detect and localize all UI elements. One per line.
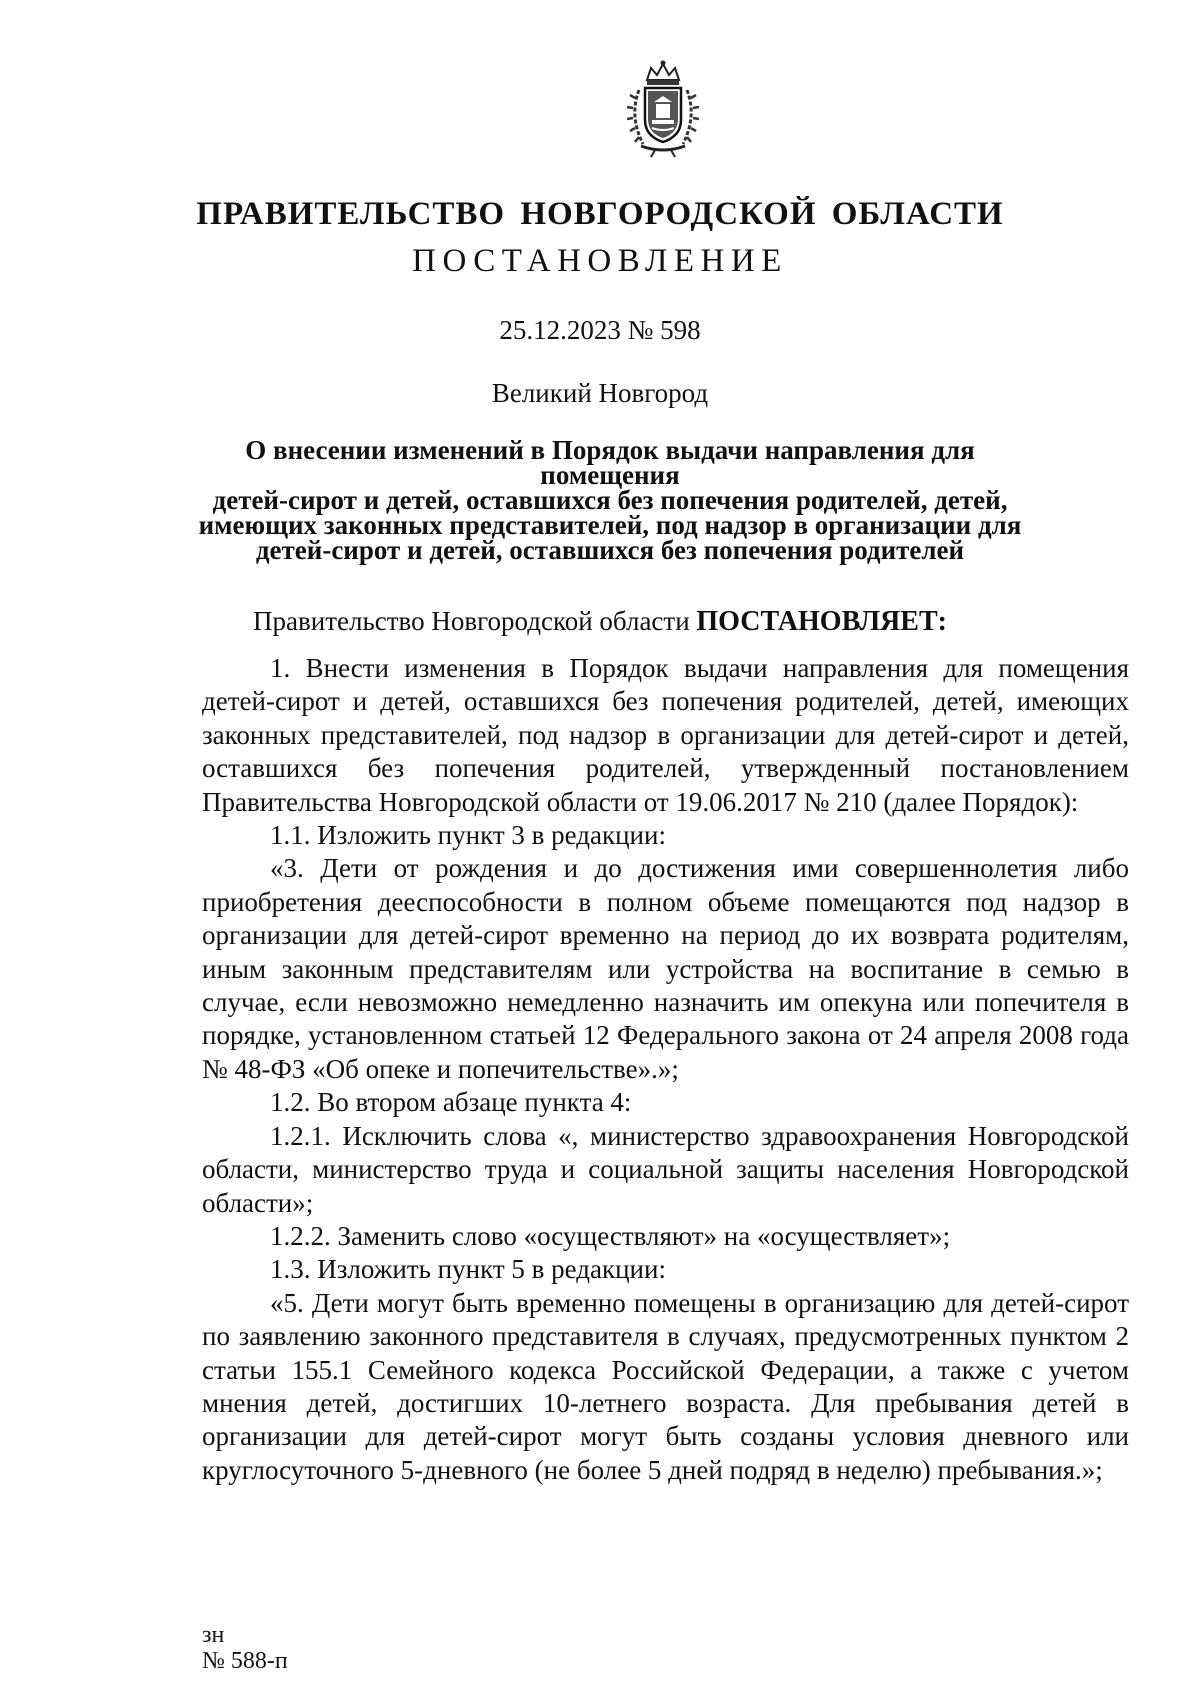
- subject-line: О внесении изменений в Порядок выдачи направления для помещения: [245, 435, 975, 490]
- paragraph-point-3: «3. Дети от рождения и до достижения ими совершеннолетия либо приобретения дееспособности в полном объеме помещаются под надзор в организации для детей-сирот временно на период до их возврата родителям, иным законным представителям или устройства на воспитание в семью в случае, если невозможно немедленно назначить им опекуна или попечителя в порядке, установленном статьей 12 Федерального закона от 24 апреля 2008 года № 48-ФЗ «Об опеке и попечительстве».»;: [202, 853, 1129, 1084]
- footer-draft-number: № 588-п: [202, 1648, 288, 1674]
- subject-line: имеющих законных представителей, под надзор в организации для: [198, 510, 1022, 540]
- paragraph-1-1: 1.1. Изложить пункт 3 в редакции:: [270, 820, 666, 851]
- document-footer: [202, 1622, 288, 1674]
- document-subject: [180, 435, 1040, 565]
- coat-of-arms-icon: [625, 58, 701, 158]
- document-city: Великий Новгород: [491, 378, 709, 408]
- paragraph-1-3: 1.3. Изложить пункт 5 в редакции:: [270, 1254, 666, 1285]
- paragraph-point-5: «5. Дети могут быть временно помещены в организацию для детей-сирот по заявлению законного представителя в случаях, предусмотренных пунктом 2 статьи 155.1 Семейного кодекса Российской Федерации, а также с учетом мнения детей, достигших 10-летнего возраста. Для пребывания детей в организации для детей-сирот могут быть созданы условия дневного или круглосуточного 5-дневного (не более 5 дней подряд в неделю) пребывания.»;: [202, 1287, 1129, 1485]
- paragraph-1-2-1: 1.2.1. Исключить слова «, министерство здравоохранения Новгородской области, министерство труда и социальной защиты населения Новгородской области»;: [202, 1120, 1129, 1218]
- organization-title: ПРАВИТЕЛЬСТВО НОВГОРОДСКОЙ ОБЛАСТИ: [196, 196, 1004, 232]
- preamble-resolution: ПОСТАНОВЛЯЕТ:: [696, 606, 947, 637]
- footer-initials: зн: [202, 1622, 225, 1648]
- preamble: [0, 606, 1200, 638]
- subject-line: детей-сирот и детей, оставшихся без попечения родителей: [255, 535, 965, 565]
- paragraph-1: 1. Внести изменения в Порядок выдачи направления для помещения детей-сирот и детей, оставшихся без попечения родителей, детей, имеющих законных представителей, под надзор в организации для детей-сирот и детей, оставшихся без попечения родителей, утвержденный постановлением Правительства Новгородской области от 19.06.2017 № 210 (далее Порядок):: [202, 653, 1129, 817]
- paragraph-1-2: 1.2. Во втором абзаце пункта 4:: [270, 1087, 632, 1118]
- subject-line: детей-сирот и детей, оставшихся без попечения родителей, детей,: [212, 485, 1008, 515]
- preamble-text: Правительство Новгородской области: [253, 606, 697, 636]
- paragraph-1-2-2: 1.2.2. Заменить слово «осуществляют» на «осуществляет»;: [270, 1220, 951, 1251]
- document-type: ПОСТАНОВЛЕНИЕ: [412, 243, 788, 279]
- document-date-number: 25.12.2023 № 598: [499, 315, 701, 345]
- document-body: [202, 652, 1129, 1487]
